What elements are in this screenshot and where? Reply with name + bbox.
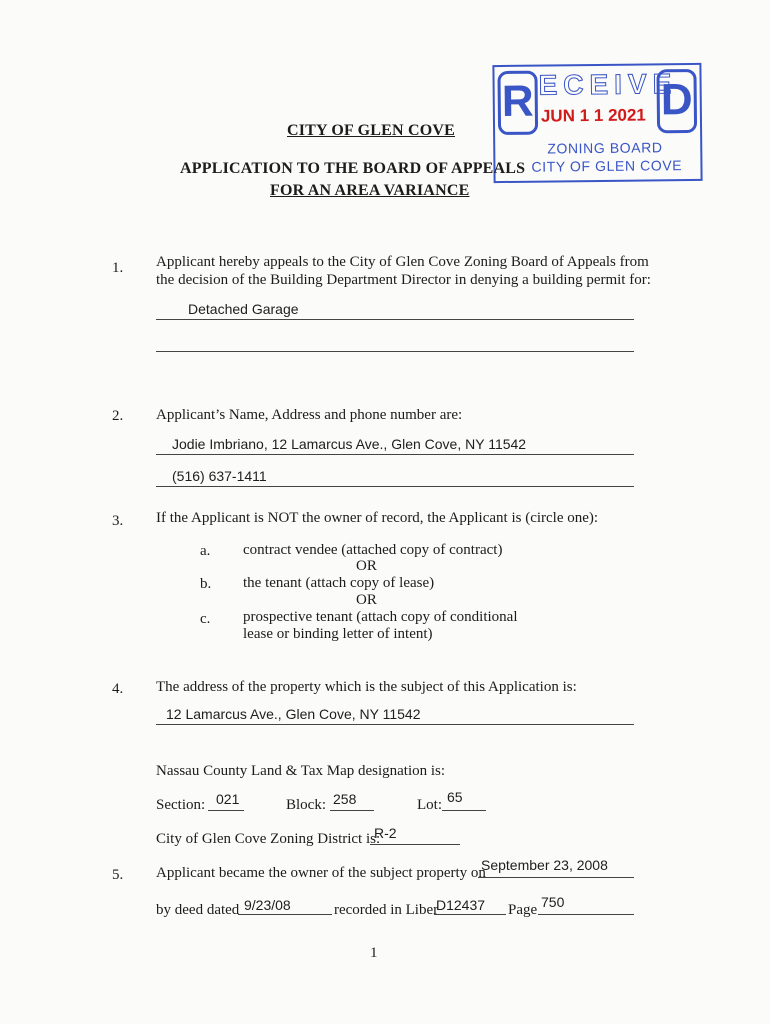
applicant-name-address[interactable]: Jodie Imbriano, 12 Lamarcus Ave., Glen Cove, NY 11542 <box>172 436 527 452</box>
option-a-label[interactable]: a. <box>200 543 211 559</box>
item-3-text: If the Applicant is NOT the owner of record, the Applicant is (circle one): <box>156 510 599 526</box>
page-line <box>538 914 634 915</box>
option-b-text[interactable]: the tenant (attach copy of lease) <box>243 575 435 591</box>
section-label: Section: <box>156 797 206 813</box>
page-number: 1 <box>370 945 378 961</box>
item-4-text: The address of the property which is the subject of this Application is: <box>156 679 577 695</box>
application-title: APPLICATION TO THE BOARD OF APPEALS <box>180 160 526 177</box>
item-2-number: 2. <box>112 408 124 424</box>
item-5-text: Applicant became the owner of the subject property on <box>156 865 486 881</box>
section-line <box>208 810 244 811</box>
or-divider-2: OR <box>356 592 377 608</box>
ownership-date-line <box>478 877 634 878</box>
item-5-number: 5. <box>112 867 124 883</box>
applicant-phone[interactable]: (516) 637-1411 <box>172 468 267 484</box>
item-2-text: Applicant’s Name, Address and phone number are: <box>156 407 463 423</box>
block-label: Block: <box>286 797 326 813</box>
zoning-district-value[interactable]: R-2 <box>374 825 397 841</box>
stamp-letter-r: R <box>497 71 538 135</box>
deed-dated-label: by deed dated <box>156 902 240 918</box>
block-value[interactable]: 258 <box>333 791 357 807</box>
deed-date-line <box>238 914 332 915</box>
item-1-text-line2: the decision of the Building Department Director in denying a building permit for: <box>156 272 651 288</box>
option-b-label[interactable]: b. <box>200 576 212 592</box>
option-c-text-line2[interactable]: lease or binding letter of intent) <box>243 626 433 642</box>
stamp-city-of-glen-cove: CITY OF GLEN COVE <box>531 157 683 175</box>
page-value[interactable]: 750 <box>541 894 565 910</box>
deed-date-value[interactable]: 9/23/08 <box>244 897 291 913</box>
option-c-text-line1[interactable]: prospective tenant (attach copy of conditional <box>243 609 518 625</box>
applicant-name-line <box>156 454 634 455</box>
permit-for-answer[interactable]: Detached Garage <box>188 301 299 317</box>
item-3-number: 3. <box>112 513 124 529</box>
zoning-district-label: City of Glen Cove Zoning District is: <box>156 831 381 847</box>
zoning-district-line <box>370 844 460 845</box>
property-address-line <box>156 724 634 725</box>
lot-line <box>442 810 486 811</box>
ownership-date[interactable]: September 23, 2008 <box>481 857 608 873</box>
or-divider-1: OR <box>356 558 377 574</box>
item-1-text-line1: Applicant hereby appeals to the City of Glen Cove Zoning Board of Appeals from <box>156 254 649 270</box>
page-label: Page <box>508 902 538 918</box>
section-value[interactable]: 021 <box>216 791 240 807</box>
lot-label: Lot: <box>417 797 442 813</box>
permit-for-line-1 <box>156 319 634 320</box>
city-heading: CITY OF GLEN COVE <box>287 122 456 139</box>
tax-map-text: Nassau County Land & Tax Map designation is: <box>156 763 446 779</box>
permit-for-line-2 <box>156 351 634 352</box>
lot-value[interactable]: 65 <box>447 789 463 805</box>
property-address[interactable]: 12 Lamarcus Ave., Glen Cove, NY 11542 <box>166 706 421 722</box>
stamp-date: JUN 1 1 2021 <box>540 105 646 126</box>
applicant-phone-line <box>156 486 634 487</box>
option-c-label[interactable]: c. <box>200 611 211 627</box>
stamp-letter-d: D <box>656 69 697 133</box>
item-1-number: 1. <box>112 260 124 276</box>
stamp-zoning-board: ZONING BOARD <box>547 139 663 157</box>
liber-value[interactable]: D12437 <box>436 897 486 913</box>
option-a-text[interactable]: contract vendee (attached copy of contract) <box>243 542 503 558</box>
block-line <box>330 810 374 811</box>
application-subtitle: FOR AN AREA VARIANCE <box>270 182 470 199</box>
recorded-liber-label: recorded in Liber <box>334 902 439 918</box>
item-4-number: 4. <box>112 681 124 697</box>
stamp-receive-letters: ECEIVE <box>538 68 678 101</box>
liber-line <box>434 914 506 915</box>
